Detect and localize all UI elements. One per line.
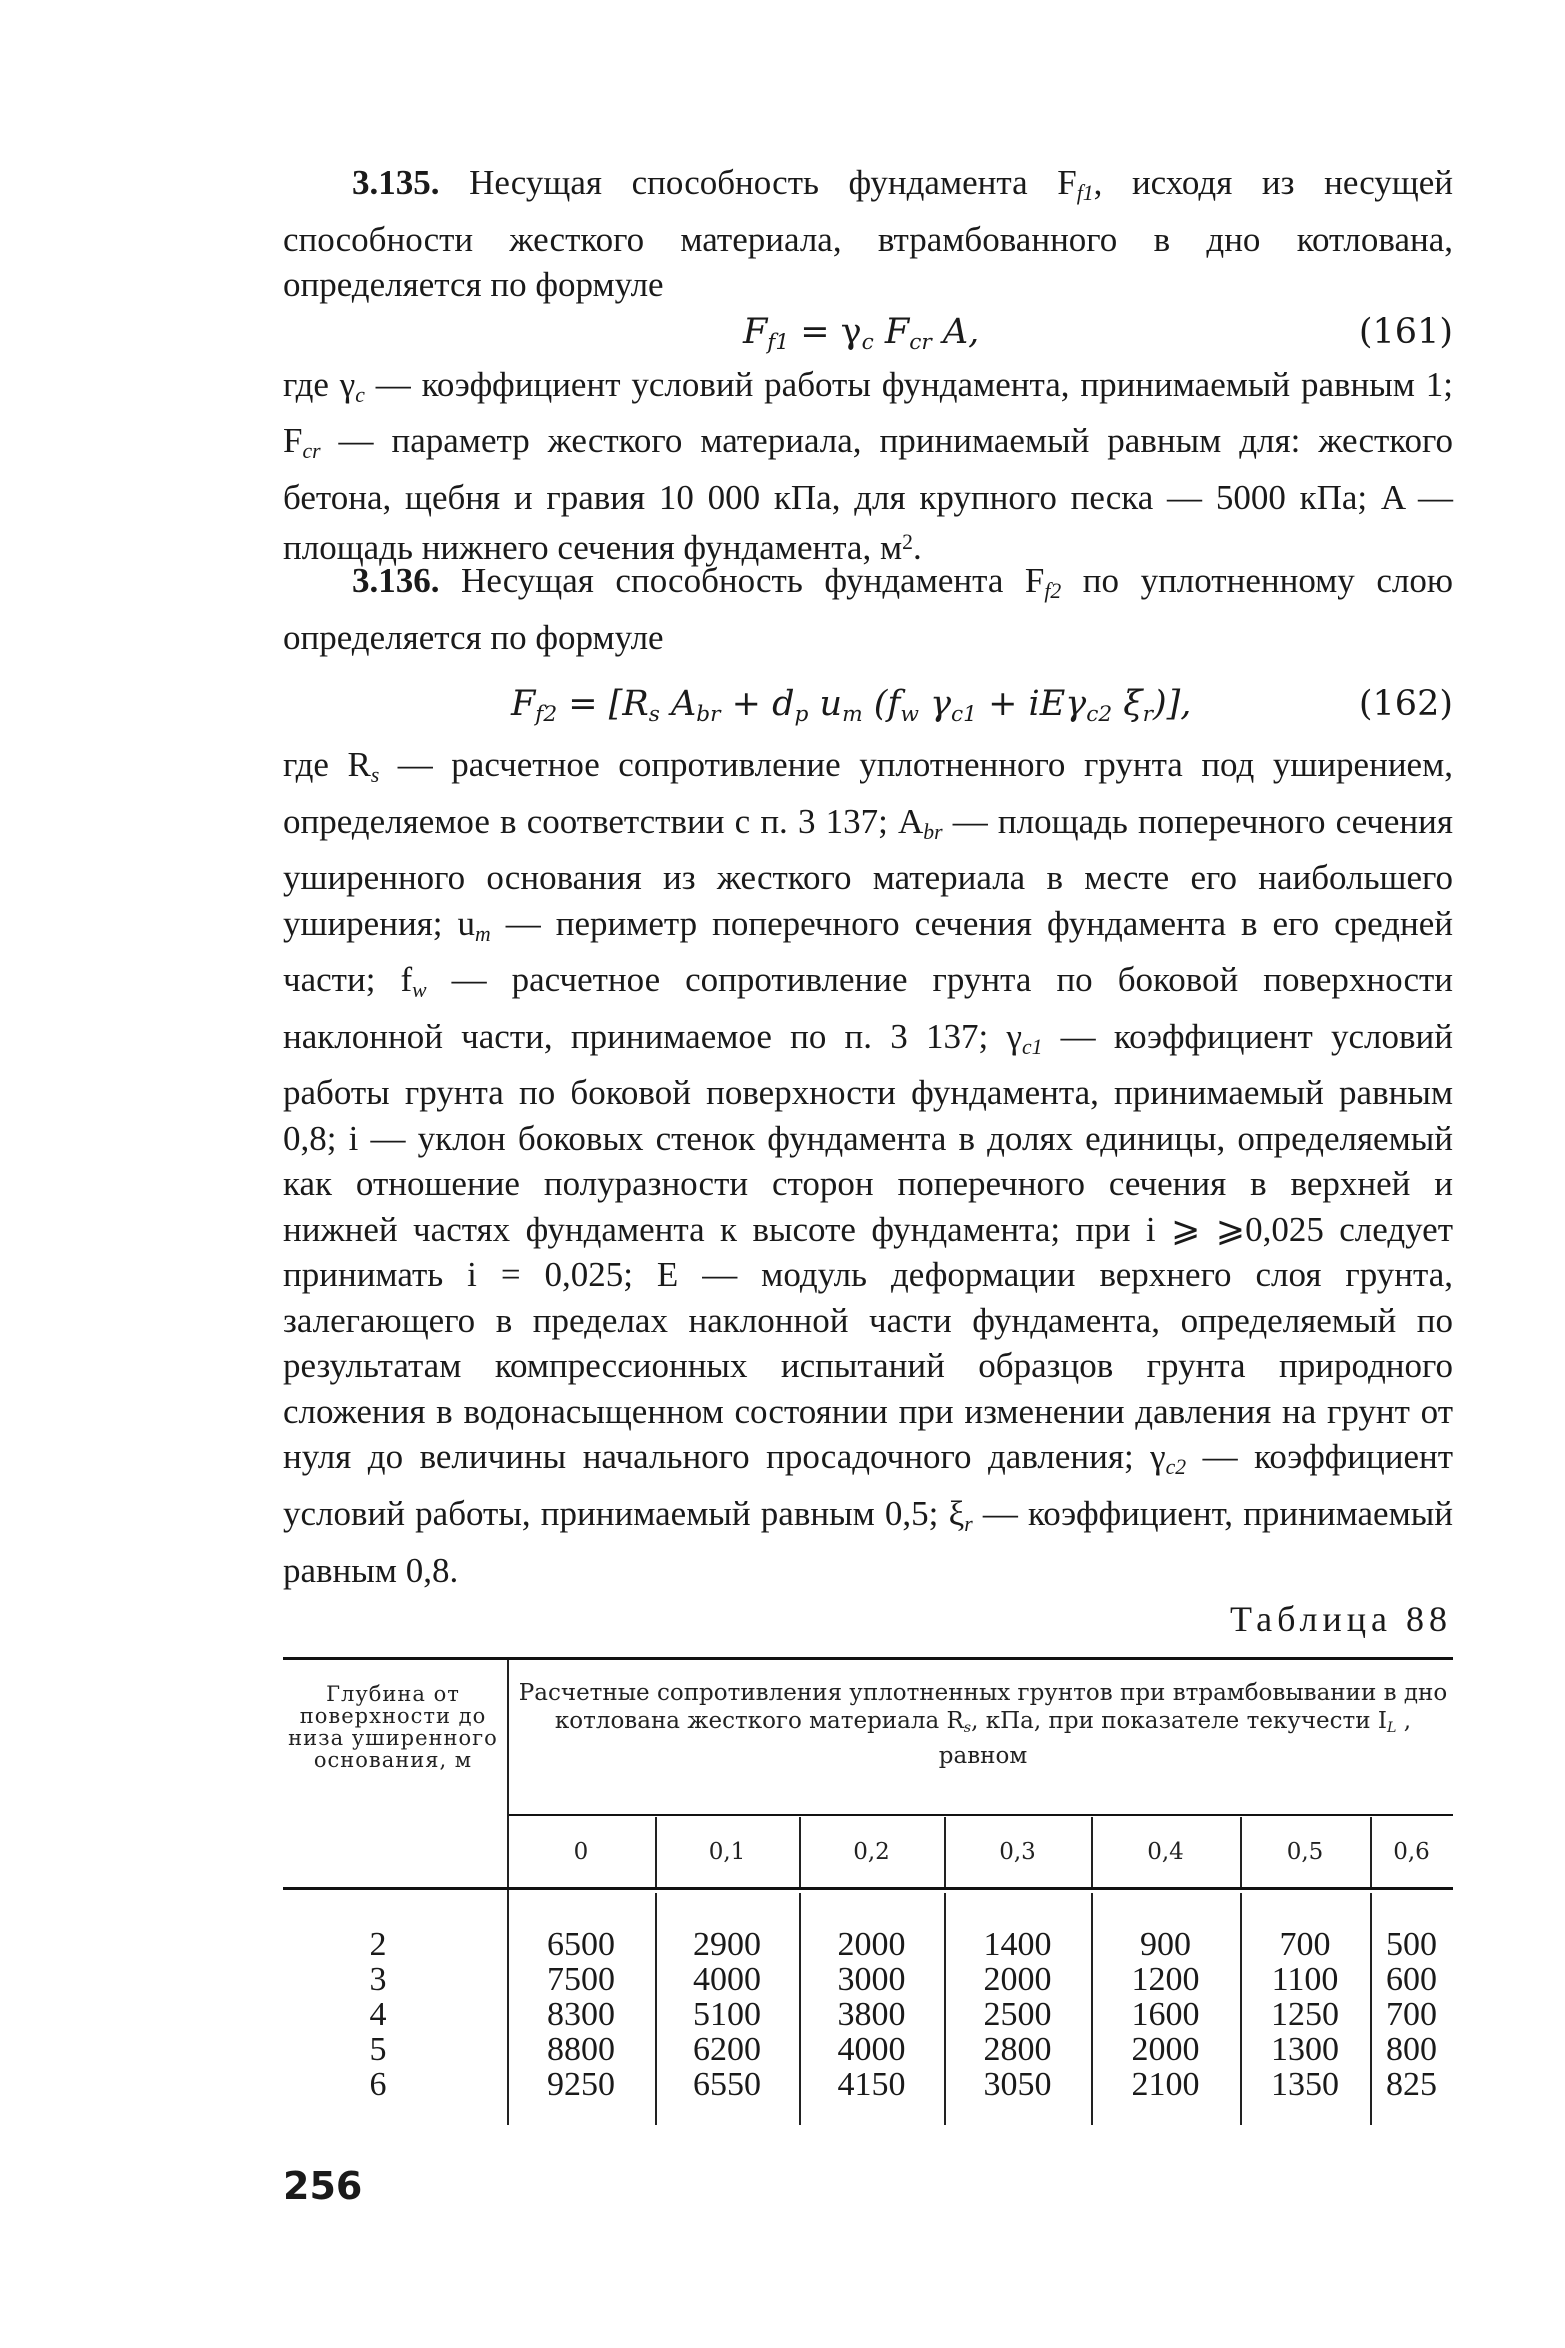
table-cell: 3050 — [983, 2066, 1052, 2103]
column-divider — [799, 1817, 801, 1887]
table-cell: 6550 — [693, 2066, 761, 2103]
table-cell: 2000 — [837, 1926, 906, 1963]
table-cell: 1350 — [1271, 2066, 1339, 2103]
text: — периметр поперечного сечения фундамента в его средней части; f — [283, 903, 1453, 1000]
subscript: f1 — [767, 329, 790, 355]
table-cell: 700 — [1279, 1926, 1331, 1963]
text: )], — [1152, 684, 1192, 725]
subscript: w — [900, 702, 919, 728]
table-cell: 8800 — [547, 2031, 615, 2068]
subscript: r — [964, 1512, 973, 1536]
depth-cell: 4 — [369, 1996, 387, 2033]
table-cell: 600 — [1386, 1961, 1437, 1998]
text: γ — [918, 684, 952, 725]
table-cell: 2100 — [1131, 2066, 1200, 2103]
il-column-header: 0,4 — [1147, 1839, 1184, 1865]
subscript: w — [412, 978, 427, 1003]
table-cell: 6500 — [547, 1926, 615, 1963]
subscript: s — [963, 1719, 972, 1736]
text: F — [873, 311, 910, 352]
text: , кПа, при показателе текучести I — [971, 1708, 1387, 1734]
il-column-header: 0 — [573, 1839, 589, 1865]
text: F — [743, 311, 768, 352]
subscript: s — [648, 702, 660, 728]
subscript: p — [794, 702, 809, 728]
table-cell: 9250 — [547, 2066, 615, 2103]
text: u — [808, 684, 843, 725]
table-top-rule — [283, 1657, 1453, 1660]
text: (f — [862, 684, 901, 725]
paragraph-3-135-intro — [283, 160, 1453, 308]
table-cell: 2000 — [983, 1961, 1052, 1998]
text: где R — [283, 745, 371, 785]
table-caption: Таблица 88 — [1230, 1599, 1452, 1639]
table-cell: 1250 — [1271, 1996, 1339, 2033]
subscript: c2 — [1165, 1455, 1187, 1480]
text: — коэффициент условий работы фундамента, принимаемый равным 1; F — [283, 364, 1454, 461]
text: , равном — [938, 1708, 1412, 1769]
table-cell: 1400 — [983, 1926, 1052, 1963]
column-divider — [1370, 1817, 1372, 1887]
table-cell: 8300 — [547, 1996, 615, 2033]
il-column-header: 0,5 — [1286, 1839, 1324, 1865]
formula-161 — [283, 310, 1453, 362]
table-cell: 4000 — [837, 2031, 906, 2068]
formula-expression — [743, 310, 979, 366]
subscript: c — [355, 382, 365, 407]
il-column-header: 0,2 — [853, 1839, 890, 1865]
section-3-136 — [283, 558, 1453, 1593]
text: — расчетное сопротивление уплотненного грунта под уширением, определяемое в соответствии с п. 3 137; A — [283, 745, 1453, 841]
text: — коэффициент условий работы, принимаемый равным 0,5; ξ — [283, 1437, 1454, 1533]
formula-expression — [511, 682, 1191, 738]
text: , исходя из несущей способности жесткого материала, втрамбованного в дно котлована, определяется по формуле — [283, 163, 1454, 305]
subscript: f2 — [1044, 579, 1062, 604]
table-cell: 6200 — [693, 2031, 761, 2068]
paragraph-3-135-where — [283, 362, 1453, 571]
table-cell: 5100 — [693, 1996, 761, 2033]
table-cell: 500 — [1386, 1926, 1437, 1963]
subscript: c2 — [1086, 702, 1113, 728]
subscript: br — [696, 702, 721, 728]
text: + d — [720, 684, 795, 725]
table-header-bottom-rule — [283, 1887, 1453, 1890]
paragraph-3-136-intro — [283, 558, 1453, 660]
table-subheader-rule — [509, 1814, 1453, 1816]
formula-number: (162) — [1358, 684, 1453, 725]
subscript: br — [923, 819, 943, 844]
il-column-header: 0,6 — [1393, 1839, 1430, 1865]
page-number: 256 — [283, 2164, 363, 2208]
text: F — [511, 684, 536, 725]
depth-cell: 2 — [369, 1926, 387, 1963]
table-cell: 2900 — [693, 1926, 761, 1963]
table-cell: 2500 — [983, 1996, 1052, 2033]
depth-cell: 3 — [369, 1961, 387, 1998]
subscript: f2 — [535, 702, 558, 728]
depth-cell: 6 — [369, 2066, 387, 2103]
subscript: s — [370, 763, 380, 788]
text: — площадь поперечного сечения уширенного основания из жесткого материала в месте его наибольшего уширения; u — [283, 801, 1453, 943]
table-cell: 700 — [1386, 1996, 1437, 2033]
text: A, — [931, 311, 980, 352]
subscript: m — [842, 702, 863, 728]
column-divider — [1091, 1817, 1093, 1887]
text: + iEγ — [976, 684, 1087, 725]
subscript: m — [475, 921, 491, 946]
text: по уплотненному слою определяется по формуле — [283, 561, 1453, 657]
table-cell: 800 — [1386, 2031, 1437, 2068]
column-divider — [944, 1817, 946, 1887]
depth-cell: 5 — [369, 2031, 387, 2068]
formula-162 — [283, 682, 1453, 742]
clause-number: 3.135. — [352, 163, 440, 202]
table-cell: 4000 — [693, 1961, 761, 1998]
text: Несущая способность фундамента F — [461, 561, 1045, 600]
subscript: c1 — [951, 702, 977, 728]
subscript: L — [1387, 1719, 1397, 1736]
formula-number: (161) — [1358, 311, 1453, 352]
table-cell: 4150 — [837, 2066, 906, 2103]
text: где γ — [283, 364, 356, 404]
text: = γ — [789, 311, 862, 352]
table-cell: 825 — [1386, 2066, 1437, 2103]
text: ξ — [1112, 684, 1143, 725]
column-divider — [1240, 1817, 1242, 1887]
table-cell: 2000 — [1131, 2031, 1200, 2068]
text: A — [659, 684, 697, 725]
subscript: cr — [909, 329, 932, 355]
subscript: r — [1142, 702, 1153, 728]
resistance-span-header — [513, 1679, 1453, 1770]
table-cell: 3800 — [837, 1996, 906, 2033]
table-cell: 2800 — [983, 2031, 1052, 2068]
depth-column-header: Глубина от поверхности до низа уширенного основания, м — [288, 1682, 498, 1772]
clause-number: 3.136. — [352, 561, 440, 600]
table-cell: 3000 — [837, 1961, 906, 1998]
superscript: 2 — [902, 530, 913, 555]
il-column-header: 0,3 — [999, 1839, 1036, 1865]
text: — параметр жесткого материала, принимаемый равным для: жесткого бетона, щебня и гравия 10 000 кПа, для крупного песка — 5000 кПа; A — площадь нижнего сечения фундамента, м — [283, 421, 1453, 567]
il-column-header: 0,1 — [708, 1839, 746, 1865]
subscript: c1 — [1021, 1034, 1043, 1059]
subscript: c — [861, 329, 874, 355]
table-cell: 1200 — [1131, 1961, 1200, 1998]
table-cell: 900 — [1140, 1926, 1191, 1963]
table-cell: 1100 — [1271, 1961, 1339, 1998]
column-divider — [655, 1817, 657, 1887]
text: = [R — [557, 684, 649, 725]
text: — коэффициент, принимаемый равным 0,8. — [283, 1493, 1453, 1590]
section-3-135 — [283, 160, 1453, 570]
table-cell: 7500 — [547, 1961, 615, 1998]
table-cell: 1300 — [1271, 2031, 1339, 2068]
text: Расчетные сопротивления уплотненных грунтов при втрамбовывании в дно котлована жесткого материала R — [518, 1680, 1448, 1734]
text: . — [912, 527, 922, 567]
table-cell: 1600 — [1131, 1996, 1200, 2033]
text: — коэффициент условий работы грунта по боковой поверхности фундамента, принимаемый равным 0,8; i — уклон боковых стенок фундамента в долях единицы, определяемый как отношение полуразности сторон поперечного сечения в верхней и нижней частях фундамента к высоте фундамента; при i ⩾ ⩾0,025 следует принимать i = 0,025; E — модуль деформации верхнего слоя грунта, залегающего в пределах наклонной части фундамента, определяемый по результатам компрессионных испытаний образцов грунта природного сложения в водонасыщенном состоянии при изменении давления на грунт от нуля до величины начального просадочного давления; γ — [283, 1016, 1453, 1477]
text: Несущая способность фундамента F — [469, 163, 1077, 202]
paragraph-3-136-where — [283, 742, 1453, 1593]
subscript: cr — [302, 439, 321, 464]
subscript: f1 — [1076, 181, 1094, 206]
text: — расчетное сопротивление грунта по боковой поверхности наклонной части, принимаемое по п. 3 137; γ — [283, 960, 1454, 1056]
